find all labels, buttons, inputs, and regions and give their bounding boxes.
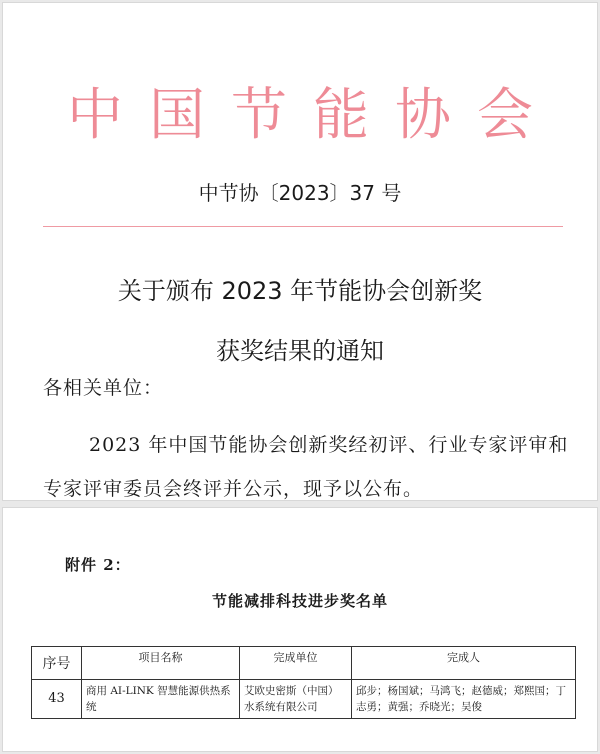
award-list-title: 节能减排科技进步奖名单 [211,592,388,610]
letterhead-org-name: 中国节能协会 [67,83,559,148]
salutation: 各相关单位： [43,377,164,399]
attachment-label: 附件 2： [65,556,131,574]
letterhead-divider [43,226,563,227]
notice-page [2,2,598,501]
table-header-row [32,647,576,680]
table-row [32,680,576,719]
header-persons: 完成人 [352,647,576,680]
cell-seq: 43 [32,680,82,719]
award-table [31,646,576,719]
cell-persons: 邱步；杨国斌；马鸿飞；赵德威；郑熙国；丁志勇；黄强；乔晓光；吴俊 [352,680,576,719]
notice-body: 2023 年中国节能协会创新奖经初评、行业专家评审和专家评审委员会终评并公示，现予以公布。 [43,434,569,500]
document-number: 中节协〔2023〕37 号 [198,181,402,205]
notice-title-line-2: 获奖结果的通知 [216,337,384,365]
attachment-page [2,507,598,752]
notice-title-line-1: 关于颁布 2023 年节能协会创新奖 [117,277,483,305]
header-seq: 序号 [32,647,82,680]
cell-unit: 艾欧史密斯（中国）水系统有限公司 [240,680,352,719]
header-project: 项目名称 [82,647,240,680]
header-unit: 完成单位 [240,647,352,680]
cell-project: 商用 AI-LINK 智慧能源供热系统 [82,680,240,719]
